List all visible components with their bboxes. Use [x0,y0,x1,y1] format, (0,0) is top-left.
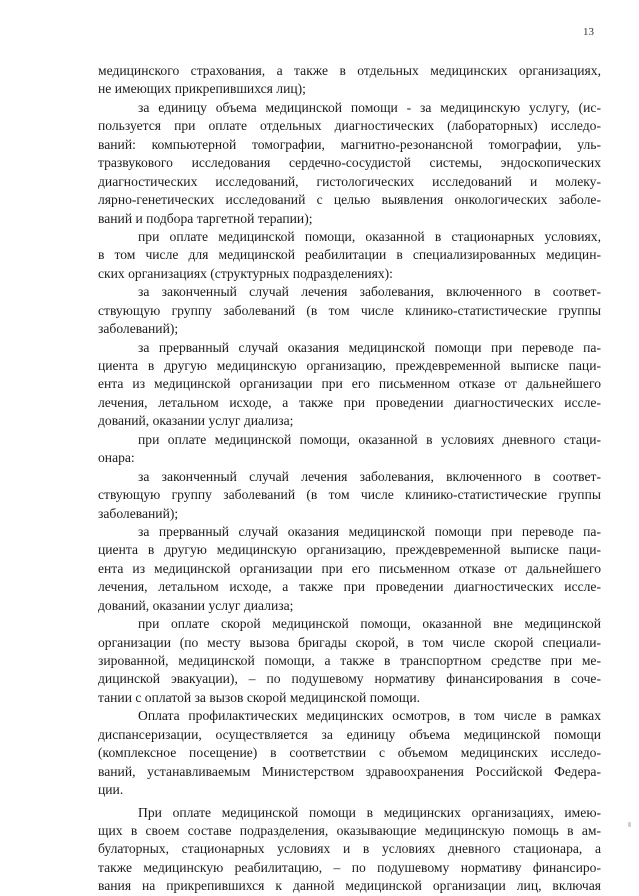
text-line: заболеваний); [98,321,179,337]
text-line: при оплате медицинской помощи, оказанной в стационарных условиях, [138,228,601,244]
text-line: тании с оплатой за вызов скорой медицинской помощи. [98,689,421,705]
text-line: лярно-генетических исследований с целью выявления онкологических заболе- [98,192,601,208]
text-line: ствующую группу заболеваний (в том числе клинико-статистические группы [98,302,601,318]
text-line: дований, оказании услуг диализа; [98,597,294,613]
text-line: ваний: компьютерной томографии, магнитно-резонансной томографии, уль- [98,136,601,152]
page-number: 13 [583,26,594,38]
text-line: При оплате медицинской помощи в медицинских организациях, имею- [138,804,601,820]
text-line: тразвукового исследования сердечно-сосудистой системы, эндоскопических [98,155,601,171]
text-line: за законченный случай лечения заболевания, включенного в соответ- [138,468,601,484]
text-line: пользуется при оплате отдельных диагностических (лабораторных) исследо- [98,118,601,134]
text-line: ствующую группу заболеваний (в том числе клинико-статистические группы [98,487,601,503]
text-line: Оплата профилактических медицинских осмотров, в том числе в рамках [138,708,601,724]
text-line: зированной, медицинской помощи, а также в транспортном средстве при ме- [98,653,601,668]
text-line: дований, оказании услуг диализа; [98,413,294,429]
text-line: диспансеризации, осуществляется за единицу объема медицинской помощи [98,726,601,742]
text-line: ции. [98,782,124,798]
text-line: при оплате медицинской помощи, оказанной в условиях дневного стаци- [138,431,601,447]
text-line: ваний и подбора таргетной терапии); [98,210,313,226]
text-line: ваний, устанавливаемым Министерством здравоохранения Российской Федера- [98,763,601,779]
scan-artifact [628,822,631,827]
text-line: ента из медицинской организации при его письменном отказе от дальнейшего [98,560,601,576]
text-line: организации (по месту вызова бригады скорой, в том числе скорой специали- [98,634,601,650]
document-body [98,62,601,896]
text-line: циента в другую медицинскую организацию, преждевременной выписке паци- [98,358,601,373]
text-line: за прерванный случай оказания медицинской помощи при переводе па- [138,339,601,355]
text-line: циента в другую медицинскую организацию, преждевременной выписке паци- [98,542,601,558]
text-line: в том числе для медицинской реабилитации в специализированных медицин- [98,247,601,263]
text-line: не имеющих прикрепившихся лиц); [98,81,306,97]
text-line: медицинского страхования, а также в отдельных медицинских организациях, [98,63,601,78]
text-line: вания на прикрепившихся к данной медицинской организации лиц, включая [98,878,601,894]
text-line: за прерванный случай оказания медицинской помощи при переводе па- [138,523,601,539]
text-line: щих в своем составе подразделения, оказывающие медицинскую помощь в ам- [98,822,601,838]
text-line: лечения, летальном исходе, а также при проведении диагностических иссле- [98,394,601,410]
text-line: ских организациях (структурных подразделениях): [98,265,393,281]
text-line: за законченный случай лечения заболевания, включенного в соответ- [138,284,601,300]
text-line: дицинской эвакуации), – по подушевому нормативу финансирования в соче- [98,671,601,687]
text-line: (комплексное посещение) в соответствии с объемом медицинских исследо- [98,745,601,761]
text-line: заболеваний); [98,505,179,521]
text-line: диагностических исследований, гистологических исследований и молеку- [98,173,601,189]
text-line: ента из медицинской организации при его письменном отказе от дальнейшего [98,376,601,392]
text-line: булаторных, стационарных условиях и в условиях дневного стационара, а [98,841,601,857]
text-line: также медицинскую реабилитацию, – по подушевому нормативу финансиро- [98,859,601,875]
text-line: при оплате скорой медицинской помощи, оказанной вне медицинской [138,616,601,632]
text-line: за единицу объема медицинской помощи - за медицинскую услугу, (ис- [138,99,601,115]
text-line: лечения, летальном исходе, а также при проведении диагностических иссле- [98,579,601,595]
text-line: онара: [98,450,135,466]
